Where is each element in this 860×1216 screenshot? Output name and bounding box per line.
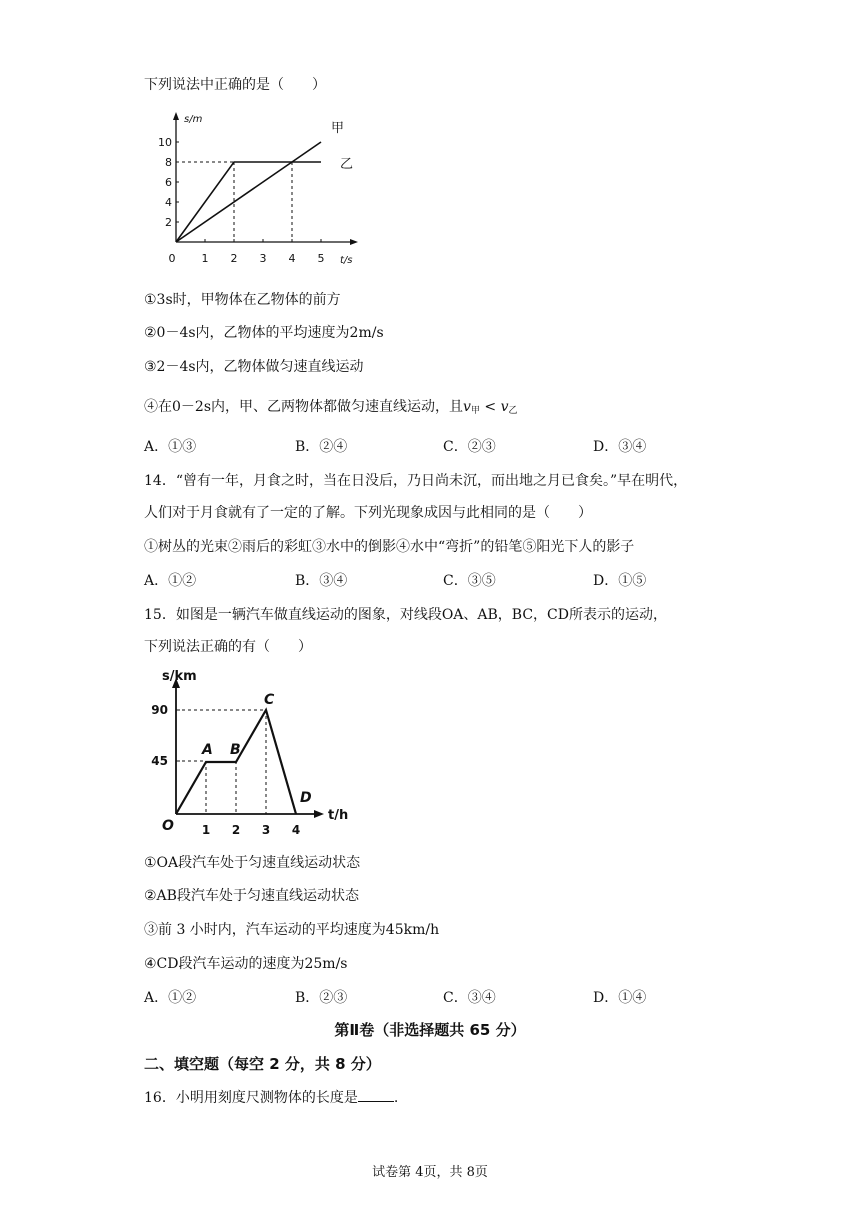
q15-statement-1: ①OA段汽车处于匀速直线运动状态 [144, 855, 361, 871]
q13-stem: 下列说法中正确的是（ ） [144, 77, 326, 93]
q15-statement-3: ③前 3 小时内，汽车运动的平均速度为45km/h [144, 922, 440, 938]
x-axis-arrow [314, 810, 324, 818]
section-title: 第Ⅱ卷（非选择题共 65 分） [334, 1021, 526, 1039]
less-than: < [479, 399, 501, 415]
q14-option-a: A．①② [144, 573, 197, 589]
y-axis-label: s/km [162, 669, 197, 684]
y-tick-8: 8 [165, 156, 172, 169]
series-line-2 [176, 162, 321, 242]
y-axis-label: s/m [184, 114, 203, 125]
x-tick-3: 3 [261, 823, 271, 837]
q13-statement-4-text: ④在0－2s内，甲、乙两物体都做匀速直线运动，且 [144, 399, 463, 415]
q13-option-b: B．②④ [295, 439, 348, 455]
q15-st-graph [144, 664, 364, 840]
q13-statement-2: ②0－4s内，乙物体的平均速度为2m/s [144, 325, 384, 341]
point-label-o: O [162, 818, 174, 834]
x-tick-4: 4 [291, 823, 301, 837]
point-label-d: D [300, 790, 312, 806]
x-ticks [169, 239, 325, 265]
x-tick-3: 3 [259, 252, 267, 265]
q13-statement-4 [144, 396, 518, 416]
y-tick-45: 45 [151, 754, 168, 768]
q16-text: 16．小明用刻度尺测物体的长度是 [144, 1090, 358, 1106]
y-tick-90: 90 [151, 703, 168, 717]
y-tick-2: 2 [165, 216, 172, 229]
q13-series [176, 142, 321, 242]
x-tick-1: 1 [201, 823, 211, 837]
q13-option-c: C．②③ [443, 439, 496, 455]
x-axis-label: t/h [328, 808, 349, 823]
q16-stem [144, 1087, 398, 1107]
q14-stem-line1: 14．“曾有一年，月食之时，当在日没后，乃日尚未沉，而出地之月已食矣。”早在明代， [144, 473, 688, 489]
x-tick-0: 0 [168, 252, 176, 265]
q15-option-a: A．①② [144, 990, 197, 1006]
q15-option-d: D．①④ [593, 990, 647, 1006]
y-axis-arrow [173, 112, 179, 120]
q14-option-d: D．①⑤ [593, 573, 647, 589]
q14-stem-line2: 人们对于月食就有了一定的了解。下列光现象成因与此相同的是（ ） [144, 505, 592, 521]
y-tick-6: 6 [165, 176, 172, 189]
point-label-a: A [202, 742, 213, 758]
point-label-b: B [230, 742, 241, 758]
q14-items: ①树丛的光束②雨后的彩虹③水中的倒影④水中“弯折”的铅笔⑤阳光下人的影子 [144, 539, 635, 555]
q16-period: . [393, 1090, 399, 1106]
q14-option-c: C．③⑤ [443, 573, 496, 589]
q13-option-d: D．③④ [593, 439, 647, 455]
q15-statement-4: ④CD段汽车运动的速度为25m/s [144, 956, 348, 972]
q13-st-graph [158, 112, 368, 272]
point-label-c: C [264, 692, 275, 708]
q13-statement-1: ①3s时，甲物体在乙物体的前方 [144, 292, 341, 308]
q13-statement-3: ③2－4s内，乙物体做匀速直线运动 [144, 359, 364, 375]
q15-stem-line2: 下列说法正确的有（ ） [144, 639, 312, 655]
q15-stem-line1: 15．如图是一辆汽车做直线运动的图象，对线段OA、AB，BC，CD所表示的运动， [144, 607, 667, 623]
x-tick-2: 2 [230, 252, 238, 265]
section-heading: 二、填空题（每空 2 分，共 8 分） [144, 1055, 381, 1073]
x-axis-arrow [350, 239, 358, 245]
series-line-1 [176, 142, 321, 242]
v-subscript-yi: 乙 [508, 406, 518, 416]
x-tick-5: 5 [317, 252, 325, 265]
x-axis-label: t/s [340, 255, 353, 266]
q15-option-b: B．②③ [295, 990, 348, 1006]
y-tick-10: 10 [158, 136, 172, 149]
x-tick-1: 1 [201, 252, 209, 265]
answer-blank [358, 1089, 394, 1102]
q15-option-c: C．③④ [443, 990, 496, 1006]
x-tick-4: 4 [288, 252, 296, 265]
q13-option-a: A．①③ [144, 439, 197, 455]
page-footer: 试卷第 4页，共 8页 [372, 1165, 488, 1180]
v-symbol: v [463, 399, 471, 415]
v-symbol: v [500, 399, 509, 415]
v-subscript-jia: 甲 [470, 406, 480, 416]
q14-option-b: B．③④ [295, 573, 348, 589]
y-tick-4: 4 [165, 196, 172, 209]
q15-statement-2: ②AB段汽车处于匀速直线运动状态 [144, 888, 359, 904]
series-label-yi: 乙 [340, 157, 354, 172]
x-tick-2: 2 [231, 823, 241, 837]
series-label-jia: 甲 [331, 121, 345, 136]
